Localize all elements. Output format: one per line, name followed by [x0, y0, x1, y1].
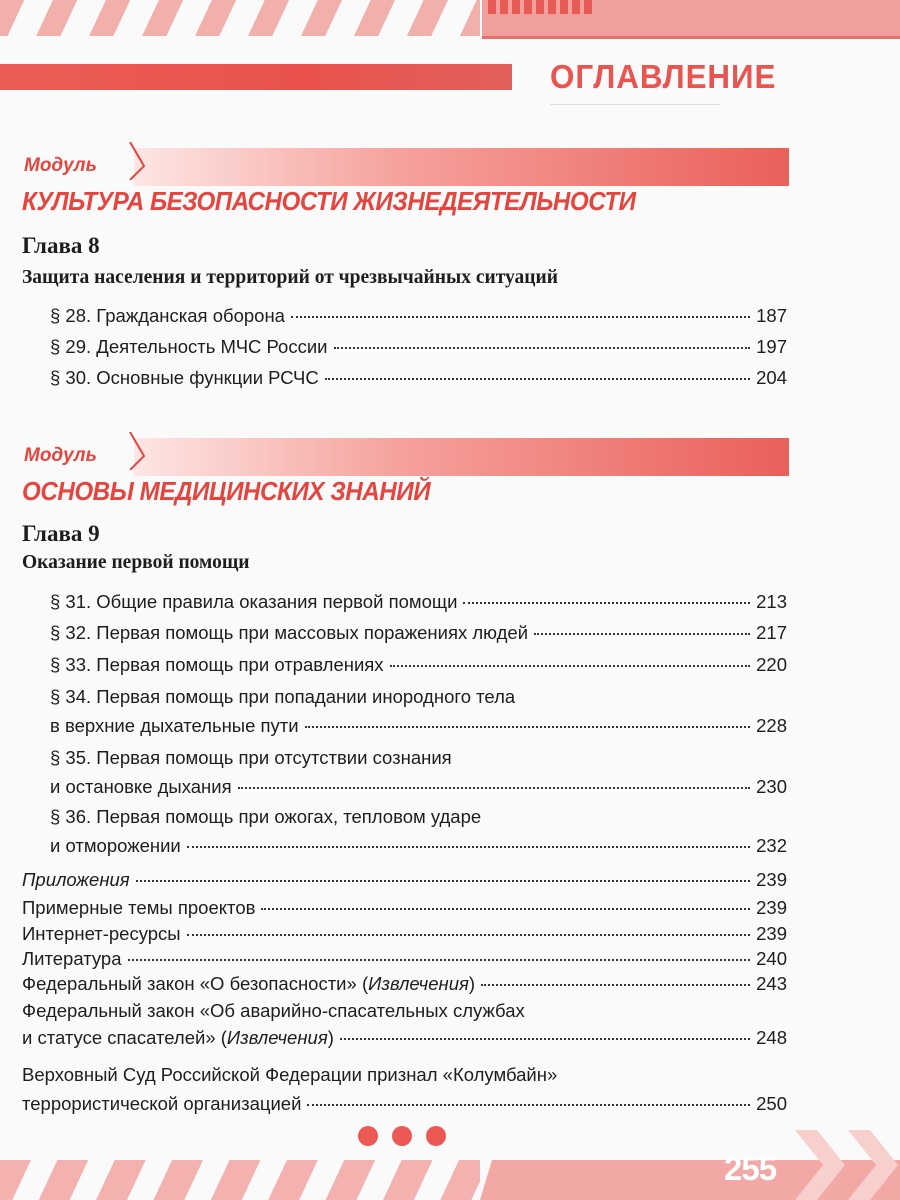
toc-entry[interactable] — [50, 588, 787, 616]
toc-entry[interactable] — [22, 970, 787, 998]
entry-page: 204 — [756, 367, 787, 388]
entry-title: § 30. Основные функции РСЧС — [50, 367, 319, 388]
entry-title: Федеральный закон «О безопасности» ( — [22, 973, 369, 994]
entry-page: 228 — [756, 715, 787, 736]
entry-title: § 33. Первая помощь при отравлениях — [50, 654, 384, 675]
dot-leader — [534, 633, 750, 635]
chevron-right-icon — [795, 1130, 845, 1200]
entry-page: 217 — [756, 622, 787, 643]
chapter-heading: Глава 8 — [22, 233, 100, 258]
module-label: Модуль — [24, 155, 97, 176]
dot-leader — [390, 665, 751, 667]
entry-page: 230 — [756, 776, 787, 797]
entry-page: 220 — [756, 654, 787, 675]
dot-leader — [238, 787, 751, 789]
entry-title: § 28. Гражданская оборона — [50, 305, 285, 326]
end-dot-icon — [426, 1126, 446, 1146]
dot-leader — [305, 726, 751, 728]
dot-leader — [187, 934, 751, 936]
entry-page: 243 — [756, 973, 787, 994]
toc-entry[interactable] — [50, 364, 787, 392]
module-bar — [134, 438, 789, 476]
entry-page: 248 — [756, 1027, 787, 1048]
entry-title-line[interactable]: Федеральный закон «Об аварийно-спасательных службах — [22, 1000, 525, 1021]
dot-leader — [481, 984, 750, 986]
bottom-stripes — [0, 1160, 480, 1200]
toc-entry[interactable] — [50, 619, 787, 647]
entry-title: Приложения — [22, 869, 130, 890]
entry-title: Литература — [22, 948, 122, 969]
entry-title-end: ) — [468, 973, 476, 994]
entry-page: 187 — [756, 305, 787, 326]
dot-leader — [307, 1104, 750, 1106]
dot-leader — [325, 378, 750, 380]
toc-entry[interactable] — [50, 333, 787, 361]
page-title: ОГЛАВЛЕНИЕ — [550, 58, 777, 95]
module-title: ОСНОВЫ МЕДИЦИНСКИХ ЗНАНИЙ — [22, 476, 431, 506]
dot-leader — [463, 602, 750, 604]
entry-title-line[interactable]: Верховный Суд Российской Федерации признал «Колумбайн» — [22, 1064, 558, 1085]
entry-page: 240 — [756, 948, 787, 969]
entry-title-line[interactable]: § 34. Первая помощь при попадании инородного тела — [50, 686, 516, 707]
divider — [550, 104, 720, 105]
chevron-right-icon — [848, 1130, 898, 1200]
toc-entry[interactable] — [50, 773, 787, 801]
top-stripes — [0, 0, 480, 36]
toc-entry[interactable] — [50, 712, 787, 740]
chevron-icon — [128, 142, 148, 180]
chevron-icon — [128, 432, 148, 470]
entry-title-italic: Извлечения — [368, 973, 469, 994]
dot-leader — [136, 880, 750, 882]
entry-title: и отморожении — [50, 835, 181, 856]
chapter-title: Оказание первой помощи — [22, 552, 250, 573]
toc-entry[interactable] — [50, 832, 787, 860]
module-title: КУЛЬТУРА БЕЗОПАСНОСТИ ЖИЗНЕДЕЯТЕЛЬНОСТИ — [22, 186, 636, 216]
chapter-heading: Глава 9 — [22, 521, 100, 546]
entry-page: 197 — [756, 336, 787, 357]
entry-title: и статусе спасателей» ( — [22, 1027, 227, 1048]
entry-title: Интернет-ресурсы — [22, 923, 181, 944]
module-label: Модуль — [24, 445, 97, 466]
entry-page: 239 — [756, 897, 787, 918]
toc-entry[interactable] — [22, 894, 787, 922]
toc-entry[interactable] — [22, 1024, 787, 1052]
chapter-title: Защита населения и территорий от чрезвычайных ситуаций — [22, 267, 559, 288]
dot-leader — [340, 1038, 750, 1040]
top-ticks — [488, 0, 592, 14]
end-dot-icon — [392, 1126, 412, 1146]
entry-page: 250 — [756, 1093, 787, 1114]
toc-entry[interactable] — [50, 302, 787, 330]
entry-title-line[interactable]: § 36. Первая помощь при ожогах, тепловом ударе — [50, 806, 482, 827]
entry-title: террористической организацией — [22, 1093, 302, 1114]
entry-title: § 29. Деятельность МЧС России — [50, 336, 328, 357]
page-number: 255 — [724, 1150, 777, 1187]
dot-leader — [187, 846, 750, 848]
entry-title-end: ) — [327, 1027, 334, 1048]
dot-leader — [334, 347, 751, 349]
entry-page: 239 — [756, 869, 787, 890]
entry-title: § 32. Первая помощь при массовых поражениях людей — [50, 622, 529, 643]
end-dot-icon — [358, 1126, 378, 1146]
dot-leader — [128, 959, 751, 961]
entry-title: § 31. Общие правила оказания первой помощи — [50, 591, 458, 612]
toc-entry[interactable] — [22, 945, 787, 973]
entry-title-line[interactable]: § 35. Первая помощь при отсутствии сознания — [50, 747, 452, 768]
entry-title: в верхние дыхательные пути — [50, 715, 299, 736]
entry-page: 213 — [756, 591, 787, 612]
entry-title: и остановке дыхания — [50, 776, 232, 797]
entry-title: Примерные темы проектов — [22, 897, 256, 918]
toc-entry[interactable] — [22, 920, 787, 948]
entry-page: 232 — [756, 835, 787, 856]
entry-title-italic: Извлечения — [226, 1027, 328, 1048]
dot-leader — [291, 316, 750, 318]
toc-entry[interactable] — [50, 651, 787, 679]
toc-entry[interactable] — [22, 866, 787, 894]
module-bar — [134, 148, 789, 186]
toc-entry[interactable] — [22, 1090, 787, 1118]
title-bar — [0, 64, 512, 90]
dot-leader — [261, 908, 750, 910]
entry-page: 239 — [756, 923, 787, 944]
